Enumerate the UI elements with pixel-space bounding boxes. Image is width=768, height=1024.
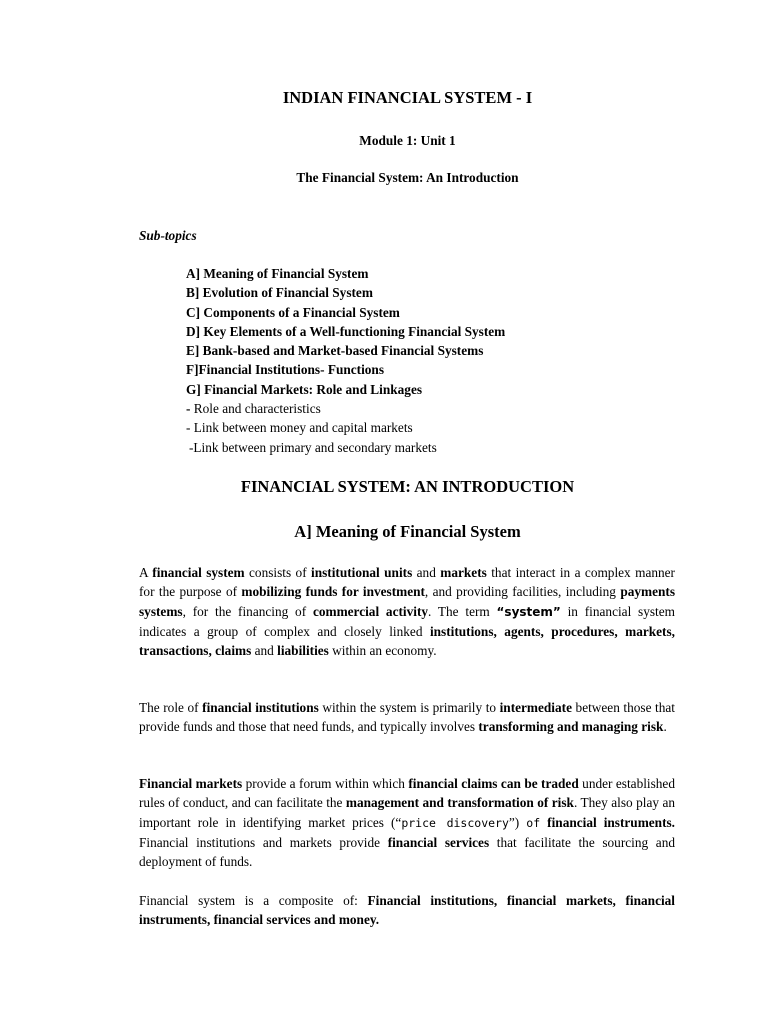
paragraph-financial-system: A financial system consists of institutional units and markets that interact in a complex manner for the purpose of mobilizing funds for investment, and providing facilities, including payments systems, for the financing of commercial activity. The term “system” in financial system indicates a group of complex and closely linked institutions, agents, procedures, markets, transactions, claims and liabilities within an economy. <box>139 565 675 659</box>
subtopic-item <box>186 399 505 418</box>
paragraph-financial-markets: Financial markets provide a forum within which financial claims can be traded under established rules of conduct, and can facilitate the management and transformation of risk. They also play an important role in identifying market prices (“price discovery”) of financial instruments. Financial institutions and markets provide financial services that facilitate the sourcing and deployment of funds. <box>139 776 676 870</box>
paragraph-composite: Financial system is a composite of: Financial institutions, financial markets, financial instruments, financial services and money. <box>139 893 676 928</box>
subtopic-item-text: Role and characteristics <box>193 401 321 417</box>
paragraph-financial-institutions: The role of financial institutions within the system is primarily to intermediate between those that provide funds and those that need funds, and typically involves transforming and managing risk. <box>139 700 675 735</box>
subtopics-heading: Sub-topics <box>139 228 197 243</box>
subtopic-dash: - <box>186 401 191 417</box>
subtopic-item: -Link between primary and secondary markets <box>189 439 437 455</box>
subtopics-list <box>186 264 505 457</box>
section-heading: FINANCIAL SYSTEM: AN INTRODUCTION <box>240 477 575 496</box>
subtopic-item: D] Key Elements of a Well-functioning Financial System <box>186 323 506 339</box>
subtopic-item: A] Meaning of Financial System <box>186 266 369 281</box>
unit-title: The Financial System: An Introduction <box>296 170 519 185</box>
subtopic-item: E] Bank-based and Market-based Financial Systems <box>186 343 484 359</box>
subtopic-item: B] Evolution of Financial System <box>186 285 373 301</box>
module-label: Module 1: Unit 1 <box>359 133 456 148</box>
subtopic-item: G] Financial Markets: Role and Linkages <box>186 381 423 397</box>
document-title: INDIAN FINANCIAL SYSTEM - I <box>282 88 533 107</box>
subtopic-item: F]Financial Institutions- Functions <box>186 362 385 378</box>
subtopic-item: - Link between money and capital markets <box>186 420 413 436</box>
subsection-heading: A] Meaning of Financial System <box>294 522 521 541</box>
subtopic-item: C] Components of a Financial System <box>186 304 400 320</box>
